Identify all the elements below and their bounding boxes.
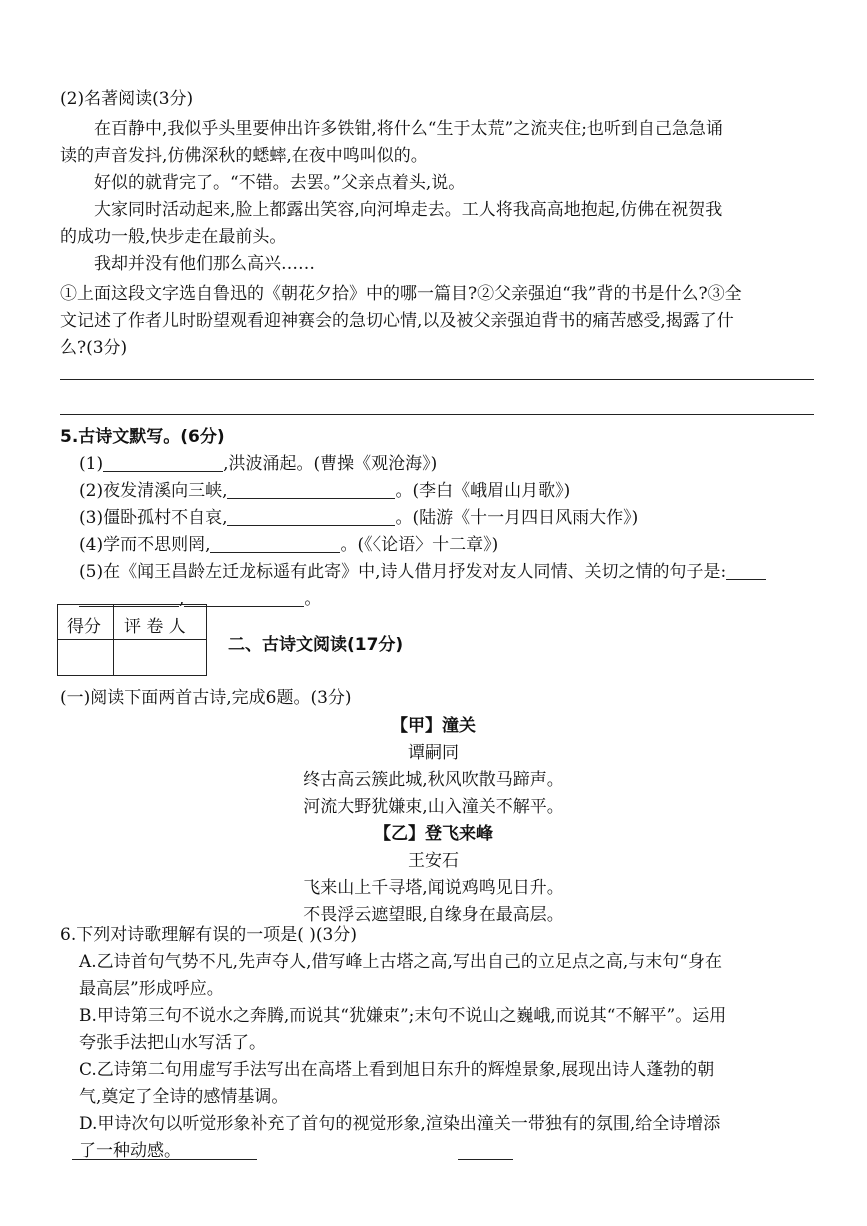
answer-line[interactable] [60, 414, 814, 415]
poem-line: 终古高云簇此城,秋风吹散马蹄声。 [303, 770, 564, 790]
fill-sep: , [179, 589, 185, 609]
fill-suffix: 。(李白《峨眉山月歌》) [395, 481, 571, 501]
poem-a-author: 谭嗣同 [408, 743, 459, 763]
scan-mark-line [72, 1159, 257, 1160]
option-c[interactable]: C.乙诗第二句用虚写手法写出在高塔上看到旭日东升的辉煌景象,展现出诗人蓬勃的朝 [79, 1060, 715, 1080]
fill-blank[interactable] [227, 481, 395, 499]
score-label: 得分 [67, 617, 101, 637]
fill-blank[interactable] [227, 508, 395, 526]
option-b[interactable]: B.甲诗第三句不说水之奔腾,而说其“犹嫌束”;末句不说山之巍峨,而说其“不解平”。运用 [79, 1006, 727, 1026]
q6-stem: 6.下列对诗歌理解有误的一项是( )(3分) [60, 925, 357, 945]
option-d[interactable]: D.甲诗次句以听觉形象补充了首句的视觉形象,渲染出潼关一带独有的氛围,给全诗增添 [79, 1114, 721, 1134]
passage-line: 在百静中,我似乎头里要伸出许多铁钳,将什么“生于太荒”之流夹住;也听到自己急急诵 [94, 119, 723, 139]
fill-suffix: ,洪波涌起。(曹操《观沧海》) [223, 454, 438, 474]
fill-item-1 [79, 449, 437, 474]
poem-b-title: 【乙】登飞来峰 [374, 824, 493, 844]
option-d-cont: 了一种动感。 [79, 1141, 181, 1161]
question-text: 么?(3分) [60, 338, 128, 358]
fill-prefix: (3)僵卧孤村不自哀, [79, 508, 228, 528]
fill-item-5 [79, 557, 766, 582]
fill-end: 。 [304, 589, 322, 609]
score-box [57, 604, 207, 676]
fill-prefix: (5)在《闻王昌龄左迁龙标遥有此寄》中,诗人借月抒发对友人同情、关切之情的句子是: [79, 562, 727, 582]
score-box-divider [58, 639, 206, 640]
passage-line: 的成功一般,快步走在最前头。 [60, 227, 287, 247]
fill-blank[interactable] [103, 454, 223, 472]
option-b-cont: 夸张手法把山水写活了。 [79, 1033, 266, 1053]
fill-suffix: 。(《〈论语〉十二章》) [340, 535, 499, 555]
fill-prefix: (2)夜发清溪向三峡, [79, 481, 228, 501]
fill-item-4 [79, 530, 498, 555]
poem-line: 飞来山上千寻塔,闻说鸡鸣见日升。 [303, 878, 564, 898]
question-text: 文记述了作者儿时盼望观看迎神赛会的急切心情,以及被父亲强迫背书的痛苦感受,揭露了什 [60, 311, 734, 331]
passage-line: 读的声音发抖,仿佛深秋的蟋蟀,在夜中鸣叫似的。 [60, 146, 428, 166]
answer-line[interactable] [60, 379, 814, 380]
passage-line: 好似的就背完了。“不错。去罢。”父亲点着头,说。 [94, 173, 466, 193]
fill-item-3 [79, 503, 638, 528]
fill-item-2 [79, 476, 570, 501]
poem-line: 不畏浮云遮望眼,自缘身在最高层。 [303, 905, 564, 925]
fill-prefix: (1) [79, 454, 104, 474]
fill-blank[interactable] [726, 562, 766, 580]
scan-mark-line [458, 1159, 513, 1160]
passage-line: 大家同时活动起来,脸上都露出笑容,向河埠走去。工人将我高高地抱起,仿佛在祝贺我 [94, 200, 723, 220]
fill-blank[interactable] [210, 535, 340, 553]
section-intro: (一)阅读下面两首古诗,完成6题。(3分) [60, 688, 352, 708]
poem-line: 河流大野犹嫌束,山入潼关不解平。 [303, 797, 564, 817]
option-c-cont: 气,奠定了全诗的感情基调。 [79, 1087, 289, 1107]
fill-suffix: 。(陆游《十一月四日风雨大作》) [395, 508, 639, 528]
q4-2-heading: (2)名著阅读(3分) [60, 89, 194, 109]
passage-line: 我却并没有他们那么高兴…… [94, 254, 315, 274]
option-a[interactable]: A.乙诗首句气势不凡,先声夺人,借写峰上古塔之高,写出自己的立足点之高,与末句“身在 [79, 952, 722, 972]
question-text: ①上面这段文字选自鲁迅的《朝花夕拾》中的哪一篇目?②父亲强迫“我”背的书是什么?③全 [60, 284, 742, 304]
section-title: 二、古诗文阅读(17分) [228, 635, 404, 655]
score-box-divider [113, 605, 114, 675]
option-a-cont: 最高层”形成呼应。 [79, 979, 224, 999]
poem-b-author: 王安石 [408, 851, 459, 871]
poem-a-title: 【甲】潼关 [391, 716, 476, 736]
fill-prefix: (4)学而不思则罔, [79, 535, 211, 555]
grader-label: 评 卷 人 [124, 617, 186, 637]
q5-heading: 5.古诗文默写。(6分) [60, 427, 225, 447]
